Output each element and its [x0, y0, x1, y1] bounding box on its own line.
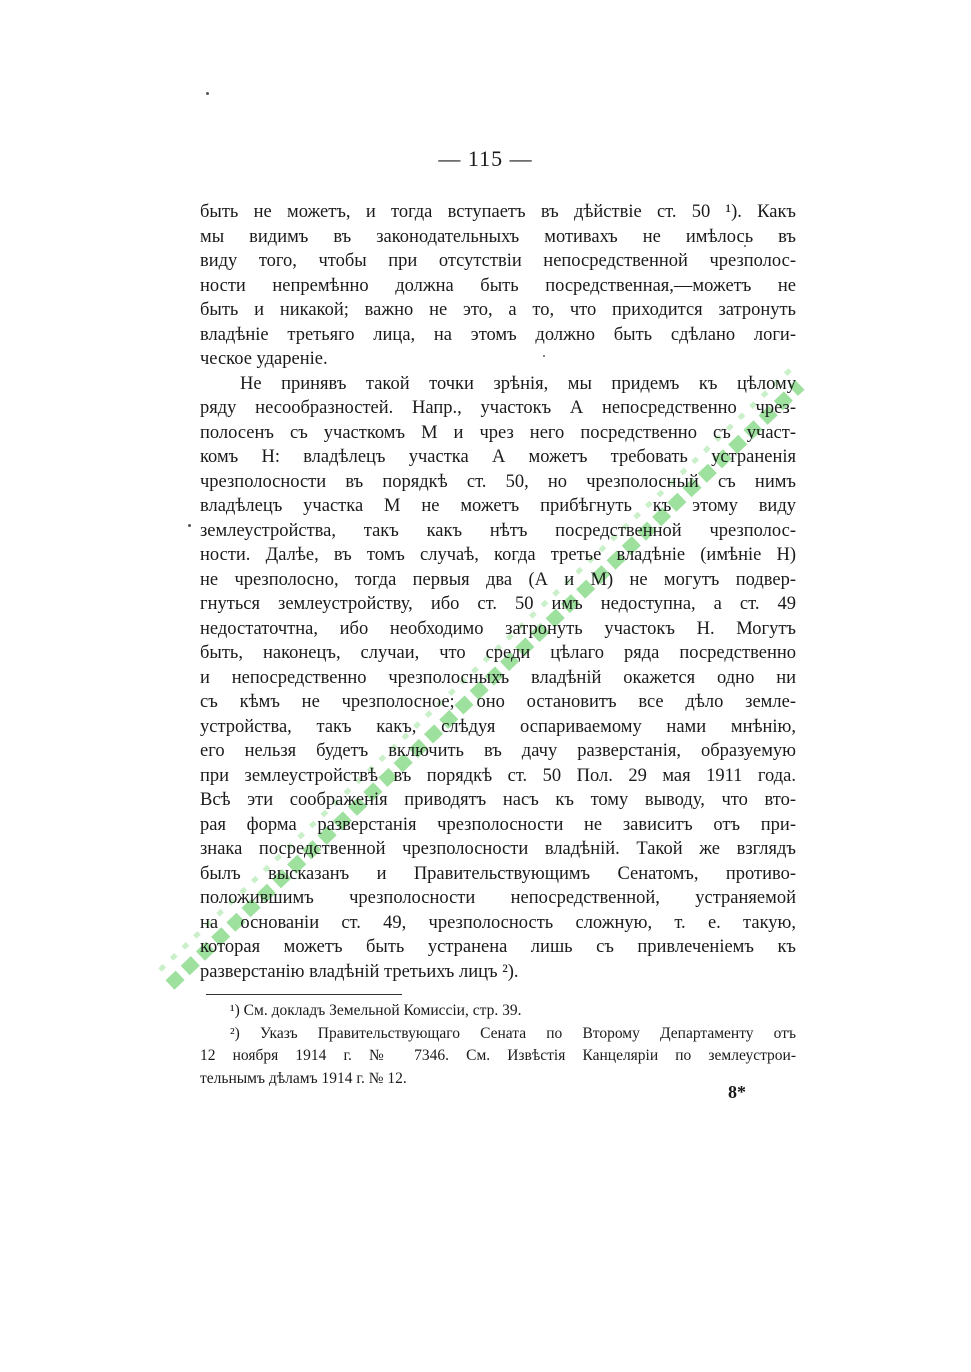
text-line: недостаточтна, ибо необходимо затронуть участокъ Н. Могутъ	[200, 618, 796, 639]
text-line: быть не можетъ, и тогда вступаетъ въ дѣйствіе ст. 50 ¹). Какъ	[200, 202, 796, 222]
footnotes	[200, 1000, 796, 1090]
text-line: ческое удареніе.	[200, 349, 328, 369]
text-line: виду того, чтобы при отсутствіи непосредственной чрезполос-	[200, 251, 796, 271]
text-line: былъ высказанъ и Правительствующимъ Сенатомъ, противо-	[200, 863, 796, 884]
text-line: землеустройства, такъ какъ нѣтъ посредственной чрезполос-	[200, 520, 796, 541]
footnote-divider	[206, 994, 402, 995]
text-line: не чрезполосно, тогда первыя два (А и М) не могутъ подвер-	[200, 569, 796, 590]
scan-speck	[206, 92, 209, 95]
signature-mark: 8*	[728, 1082, 746, 1102]
text-line: гнуться землеустройству, ибо ст. 50 имъ недоступна, а ст. 49	[200, 594, 796, 614]
text-line: знака посредственной чрезполосности владѣній. Такой же взглядъ	[200, 839, 796, 859]
text-line: его нельзя будетъ включить въ дачу разверстанія, образуемую	[200, 741, 796, 761]
text-line: разверстанію владѣній третьихъ лицъ ²).	[200, 961, 519, 982]
text-line: на основаніи ст. 49, чрезполосность сложную, т. е. такую,	[200, 912, 796, 933]
text-line: быть, наконецъ, случаи, что среди цѣлаго ряда посредственно	[200, 643, 796, 663]
footnote-line: ¹) См. докладъ Земельной Комиссіи, стр. 39.	[230, 1002, 522, 1019]
text-line: чрезполосности въ порядкѣ ст. 50, но чрезполосный съ нимъ	[200, 471, 796, 492]
footnote-line: тельнымъ дѣламъ 1914 г. № 12.	[200, 1069, 407, 1087]
text-line: полосенъ съ участкомъ М и чрез него посредственно съ участ-	[200, 422, 796, 443]
text-line: владѣніе третьяго лица, на этомъ должно быть сдѣлано логи-	[200, 324, 796, 345]
text-line: владѣлецъ участка М не можетъ прибѣгнуть къ этому виду	[200, 496, 796, 516]
text-line: и непосредственно чрезполосныхъ владѣній окажется одно ни	[200, 667, 796, 688]
footnote-line: ²) Указъ Правительствующаго Сената по Второму Департаменту отъ	[230, 1024, 796, 1042]
text-line: рая форма разверстанія чрезполосности не зависитъ отъ при-	[200, 814, 796, 835]
scan-speck	[188, 524, 191, 527]
footnote-line: 12 ноября 1914 г. № 7346. См. Извѣстія Канцеляріи по землеустрои-	[200, 1047, 796, 1064]
text-line: быть и никакой; важно не это, а то, что приходится затронуть	[200, 300, 796, 320]
text-line: положившимъ чрезполосности непосредственной, устраняемой	[200, 888, 796, 908]
text-line: съ кѣмъ не чрезполосное; оно остановитъ все дѣло земле-	[200, 692, 796, 712]
text-line: ности. Далѣе, въ томъ случаѣ, когда третье владѣніе (имѣніе Н)	[200, 545, 796, 565]
text-line: ряду несообразностей. Напр., участокъ А непосредственно чрез-	[200, 398, 796, 418]
text-line: мы видимъ въ законодательныхъ мотивахъ не имѣлось въ	[200, 226, 796, 247]
page-number: — 115 —	[438, 146, 533, 171]
text-line: комъ Н: владѣлецъ участка А можетъ требовать устраненія	[200, 447, 796, 467]
text-line: устройства, такъ какъ, слѣдуя оспариваемому нами мнѣнію,	[200, 716, 796, 737]
text-line: которая можетъ быть устранена лишь съ привлеченіемъ къ	[200, 937, 796, 957]
text-line: ности непремѣнно должна быть посредственная,—можетъ не	[200, 275, 796, 296]
text-line: Не принявъ такой точки зрѣнія, мы придемъ къ цѣлому	[240, 373, 796, 394]
text-line: Всѣ эти соображенія приводятъ насъ къ тому выводу, что вто-	[200, 790, 796, 810]
text-line: при землеустройствѣ въ порядкѣ ст. 50 Пол. 29 мая 1911 года.	[200, 765, 796, 786]
main-text	[200, 200, 796, 984]
